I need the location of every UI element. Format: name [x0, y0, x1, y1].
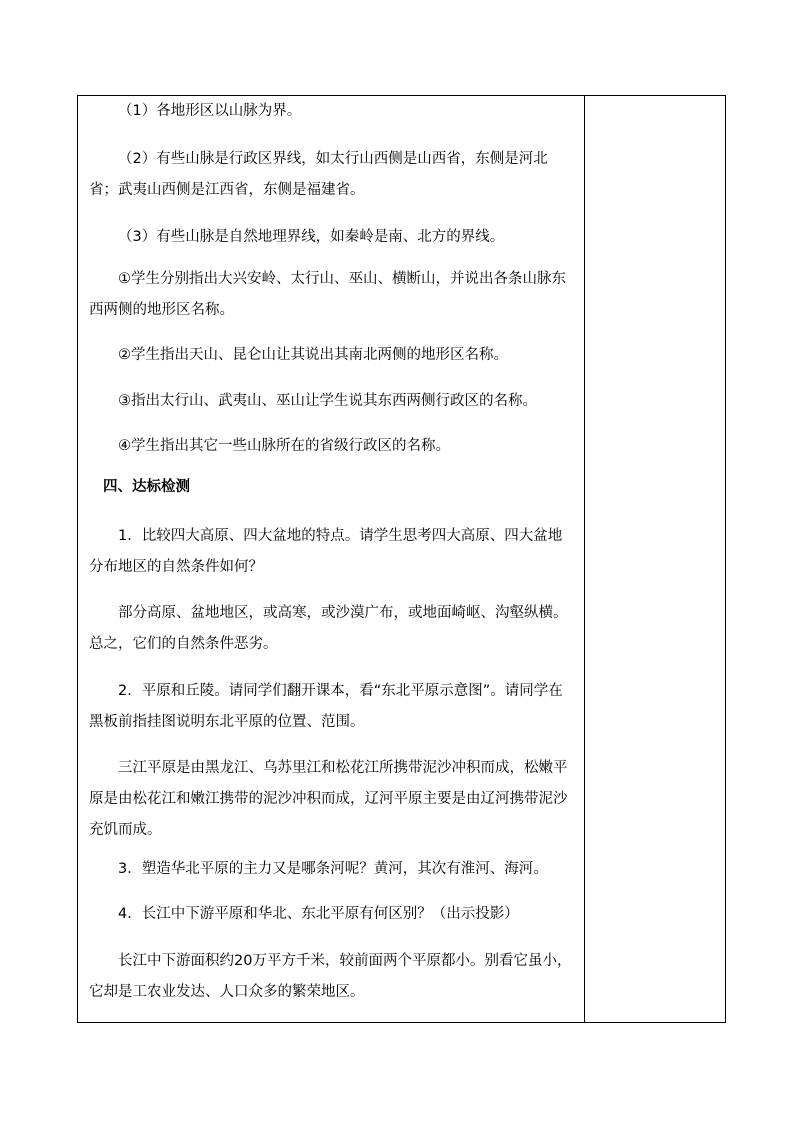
lesson-content-cell — [78, 96, 584, 1022]
question-4: 4．长江中下游平原和华北、东北平原有何区别？（出示投影） — [118, 906, 519, 922]
question-1: 1．比较四大高原、四大盆地的特点。请学生思考四大高原、四大盆地分布地区的自然条件如何？ — [89, 528, 563, 575]
paragraph-activity-3: ③指出太行山、武夷山、巫山让学生说其东西两侧行政区的名称。 — [118, 393, 537, 409]
question-2: 2．平原和丘陵。请同学们翻开课本，看“东北平原示意图”。请同学在黑板前指挂图说明东北平原的位置、范围。 — [89, 683, 563, 730]
paragraph-activity-1: ①学生分别指出大兴安岭、太行山、巫山、横断山，并说出各条山脉东西两侧的地形区名称。 — [89, 271, 566, 318]
paragraph-activity-2: ②学生指出天山、昆仑山让其说出其南北两侧的地形区名称。 — [118, 347, 508, 363]
question-3: 3．塑造华北平原的主力又是哪条河呢？黄河，其次有淮河、海河。 — [118, 861, 548, 877]
notes-cell — [585, 96, 725, 1022]
answer-2: 三江平原是由黑龙江、乌苏里江和松花江所携带泥沙冲积而成，松嫩平原是由松花江和嫩江携带的泥沙冲积而成，辽河平原主要是由辽河携带泥沙充饥而成。 — [89, 760, 568, 838]
section-heading-assessment: 四、达标检测 — [103, 479, 190, 495]
answer-4: 长江中下游面积约20万平方千米，较前面两个平原都小。别看它虽小，它却是工农业发达、人口众多的繁荣地区。 — [89, 953, 572, 1000]
paragraph-natural-boundary: （3）有些山脉是自然地理界线，如秦岭是南、北方的界线。 — [118, 229, 505, 245]
paragraph-admin-boundary: （2）有些山脉是行政区界线，如太行山西侧是山西省，东侧是河北省；武夷山西侧是江西省，东侧是福建省。 — [89, 151, 548, 198]
lesson-table — [77, 95, 726, 1023]
paragraph-activity-4: ④学生指出其它一些山脉所在的省级行政区的名称。 — [118, 438, 450, 454]
answer-1: 部分高原、盆地地区，或高寒，或沙漠广布，或地面崎岖、沟壑纵横。总之，它们的自然条件恶劣。 — [89, 605, 568, 652]
paragraph-mountain-boundary: （1）各地形区以山脉为界。 — [118, 103, 302, 119]
